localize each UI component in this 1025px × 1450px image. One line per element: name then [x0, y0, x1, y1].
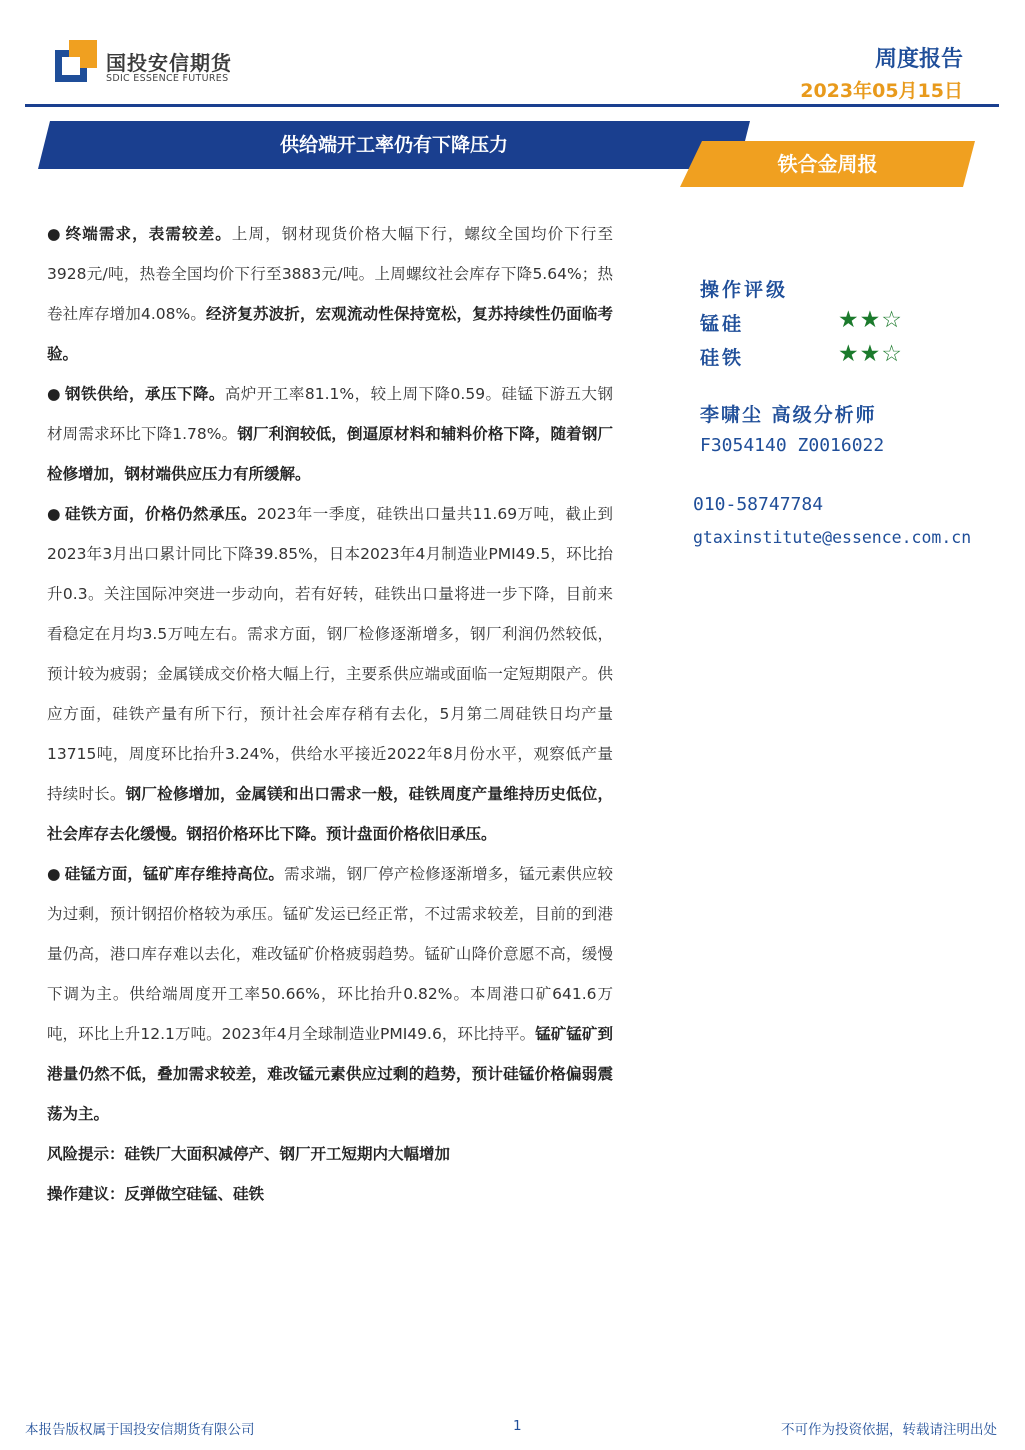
page-number: 1	[513, 1418, 522, 1434]
paragraph-conclusion: 钢厂利润较低，倒逼原材料和辅料价格下降，随着钢厂检修增加，钢材端供应压力有所缓解。	[47, 425, 613, 483]
report-category: 铁合金周报	[777, 152, 878, 176]
company-name-english: SDIC ESSENCE FUTURES	[106, 73, 229, 84]
paragraph-demand	[47, 214, 613, 374]
report-body	[47, 214, 613, 1214]
paragraph-conclusion: 钢厂检修增加，金属镁和出口需求一般，硅铁周度产量维持历史低位，社会库存去化缓慢。钢招价格环比下降。预计盘面价格依旧承压。	[47, 785, 613, 843]
paragraph-conclusion: 经济复苏波折，宏观流动性保持宽松，复苏持续性仍面临考验。	[47, 305, 613, 363]
rating-row	[700, 309, 920, 339]
company-logo-icon	[55, 40, 97, 82]
report-title: 供给端开工率仍有下降压力	[279, 134, 508, 156]
paragraph-conclusion: 锰矿锰矿到港量仍然不低，叠加需求较差，难改锰元素供应过剩的趋势，预计硅锰价格偏弱震荡为主。	[47, 1025, 613, 1123]
contact-email[interactable]: gtaxinstitute@essence.com.cn	[693, 528, 972, 547]
analyst-name: 李啸尘 高级分析师	[700, 404, 877, 426]
paragraph-silicomanganese	[47, 854, 613, 1134]
footer-copyright: 本报告版权属于国投安信期货有限公司	[25, 1422, 255, 1438]
paragraph-lead: 硅铁方面，价格仍然承压。	[65, 505, 257, 523]
star-rating-icon: ★★☆	[838, 341, 903, 367]
bullet-icon: ●	[47, 385, 62, 403]
company-name: 国投安信期货	[106, 51, 232, 75]
report-type: 周度报告	[874, 47, 963, 72]
paragraph-body: 高炉开工率81.1%，较上周下降0.59。硅锰下游五大钢材周需求环比下降1.78%。	[47, 385, 613, 443]
paragraph-lead: 硅锰方面，锰矿库存维持高位。	[64, 865, 285, 883]
paragraph-body: 上周，钢材现货价格大幅下行，螺纹全国均价下行至3928元/吨，热卷全国均价下行至3883元/吨。上周螺纹社会库存下降5.64%；热卷社库存增加4.08%。	[47, 225, 613, 323]
rating-name: 锰硅	[700, 313, 745, 335]
risk-note: 风险提示：硅铁厂大面积减停产、钢厂开工短期内大幅增加	[47, 1145, 451, 1163]
operation-suggestion: 操作建议：反弹做空硅锰、硅铁	[47, 1185, 265, 1203]
analyst-license: F3054140 Z0016022	[700, 435, 885, 456]
bullet-icon: ●	[47, 225, 62, 243]
paragraph-ferrosilicon	[47, 494, 613, 854]
rating-title: 操作评级	[700, 279, 789, 301]
rating-row	[700, 343, 920, 373]
paragraph-steel-supply	[47, 374, 613, 494]
contact-phone: 010-58747784	[693, 494, 824, 515]
star-rating-icon: ★★☆	[838, 307, 903, 333]
paragraph-lead: 钢铁供给，承压下降。	[65, 385, 225, 403]
report-date: 2023年05月15日	[800, 80, 963, 102]
header-divider	[25, 104, 999, 107]
paragraph-body: 需求端，钢厂停产检修逐渐增多，锰元素供应较为过剩，预计钢招价格较为承压。锰矿发运已经正常，不过需求较差，目前的到港量仍高，港口库存难以去化，难改锰矿价格疲弱趋势。锰矿山降价意愿不高，缓慢下调为主。供给端周度开工率50.66%，环比抬升0.82%。本周港口矿641.6万吨，环比上升12.1万吨。2023年4月全球制造业PMI49.6，环比持平。	[47, 865, 613, 1043]
bullet-icon: ●	[47, 865, 61, 883]
bullet-icon: ●	[47, 505, 62, 523]
footer-disclaimer: 不可作为投资依据，转载请注明出处	[781, 1422, 997, 1438]
rating-name: 硅铁	[700, 347, 745, 369]
paragraph-body: 2023年一季度，硅铁出口量共11.69万吨，截止到2023年3月出口累计同比下降39.85%，日本2023年4月制造业PMI49.5，环比抬升0.3。关注国际冲突进一步动向，若有好转，硅铁出口量将进一步下降，目前来看稳定在月均3.5万吨左右。需求方面，钢厂检修逐渐增多，钢厂利润仍然较低，预计较为疲弱；金属镁成交价格大幅上行，主要系供应端或面临一定短期限产。供应方面，硅铁产量有所下行，预计社会库存稍有去化，5月第二周硅铁日均产量13715吨，周度环比抬升3.24%，供给水平接近2022年8月份水平，观察低产量持续时长。	[47, 505, 613, 803]
paragraph-lead: 终端需求，表需较差。	[65, 225, 232, 243]
